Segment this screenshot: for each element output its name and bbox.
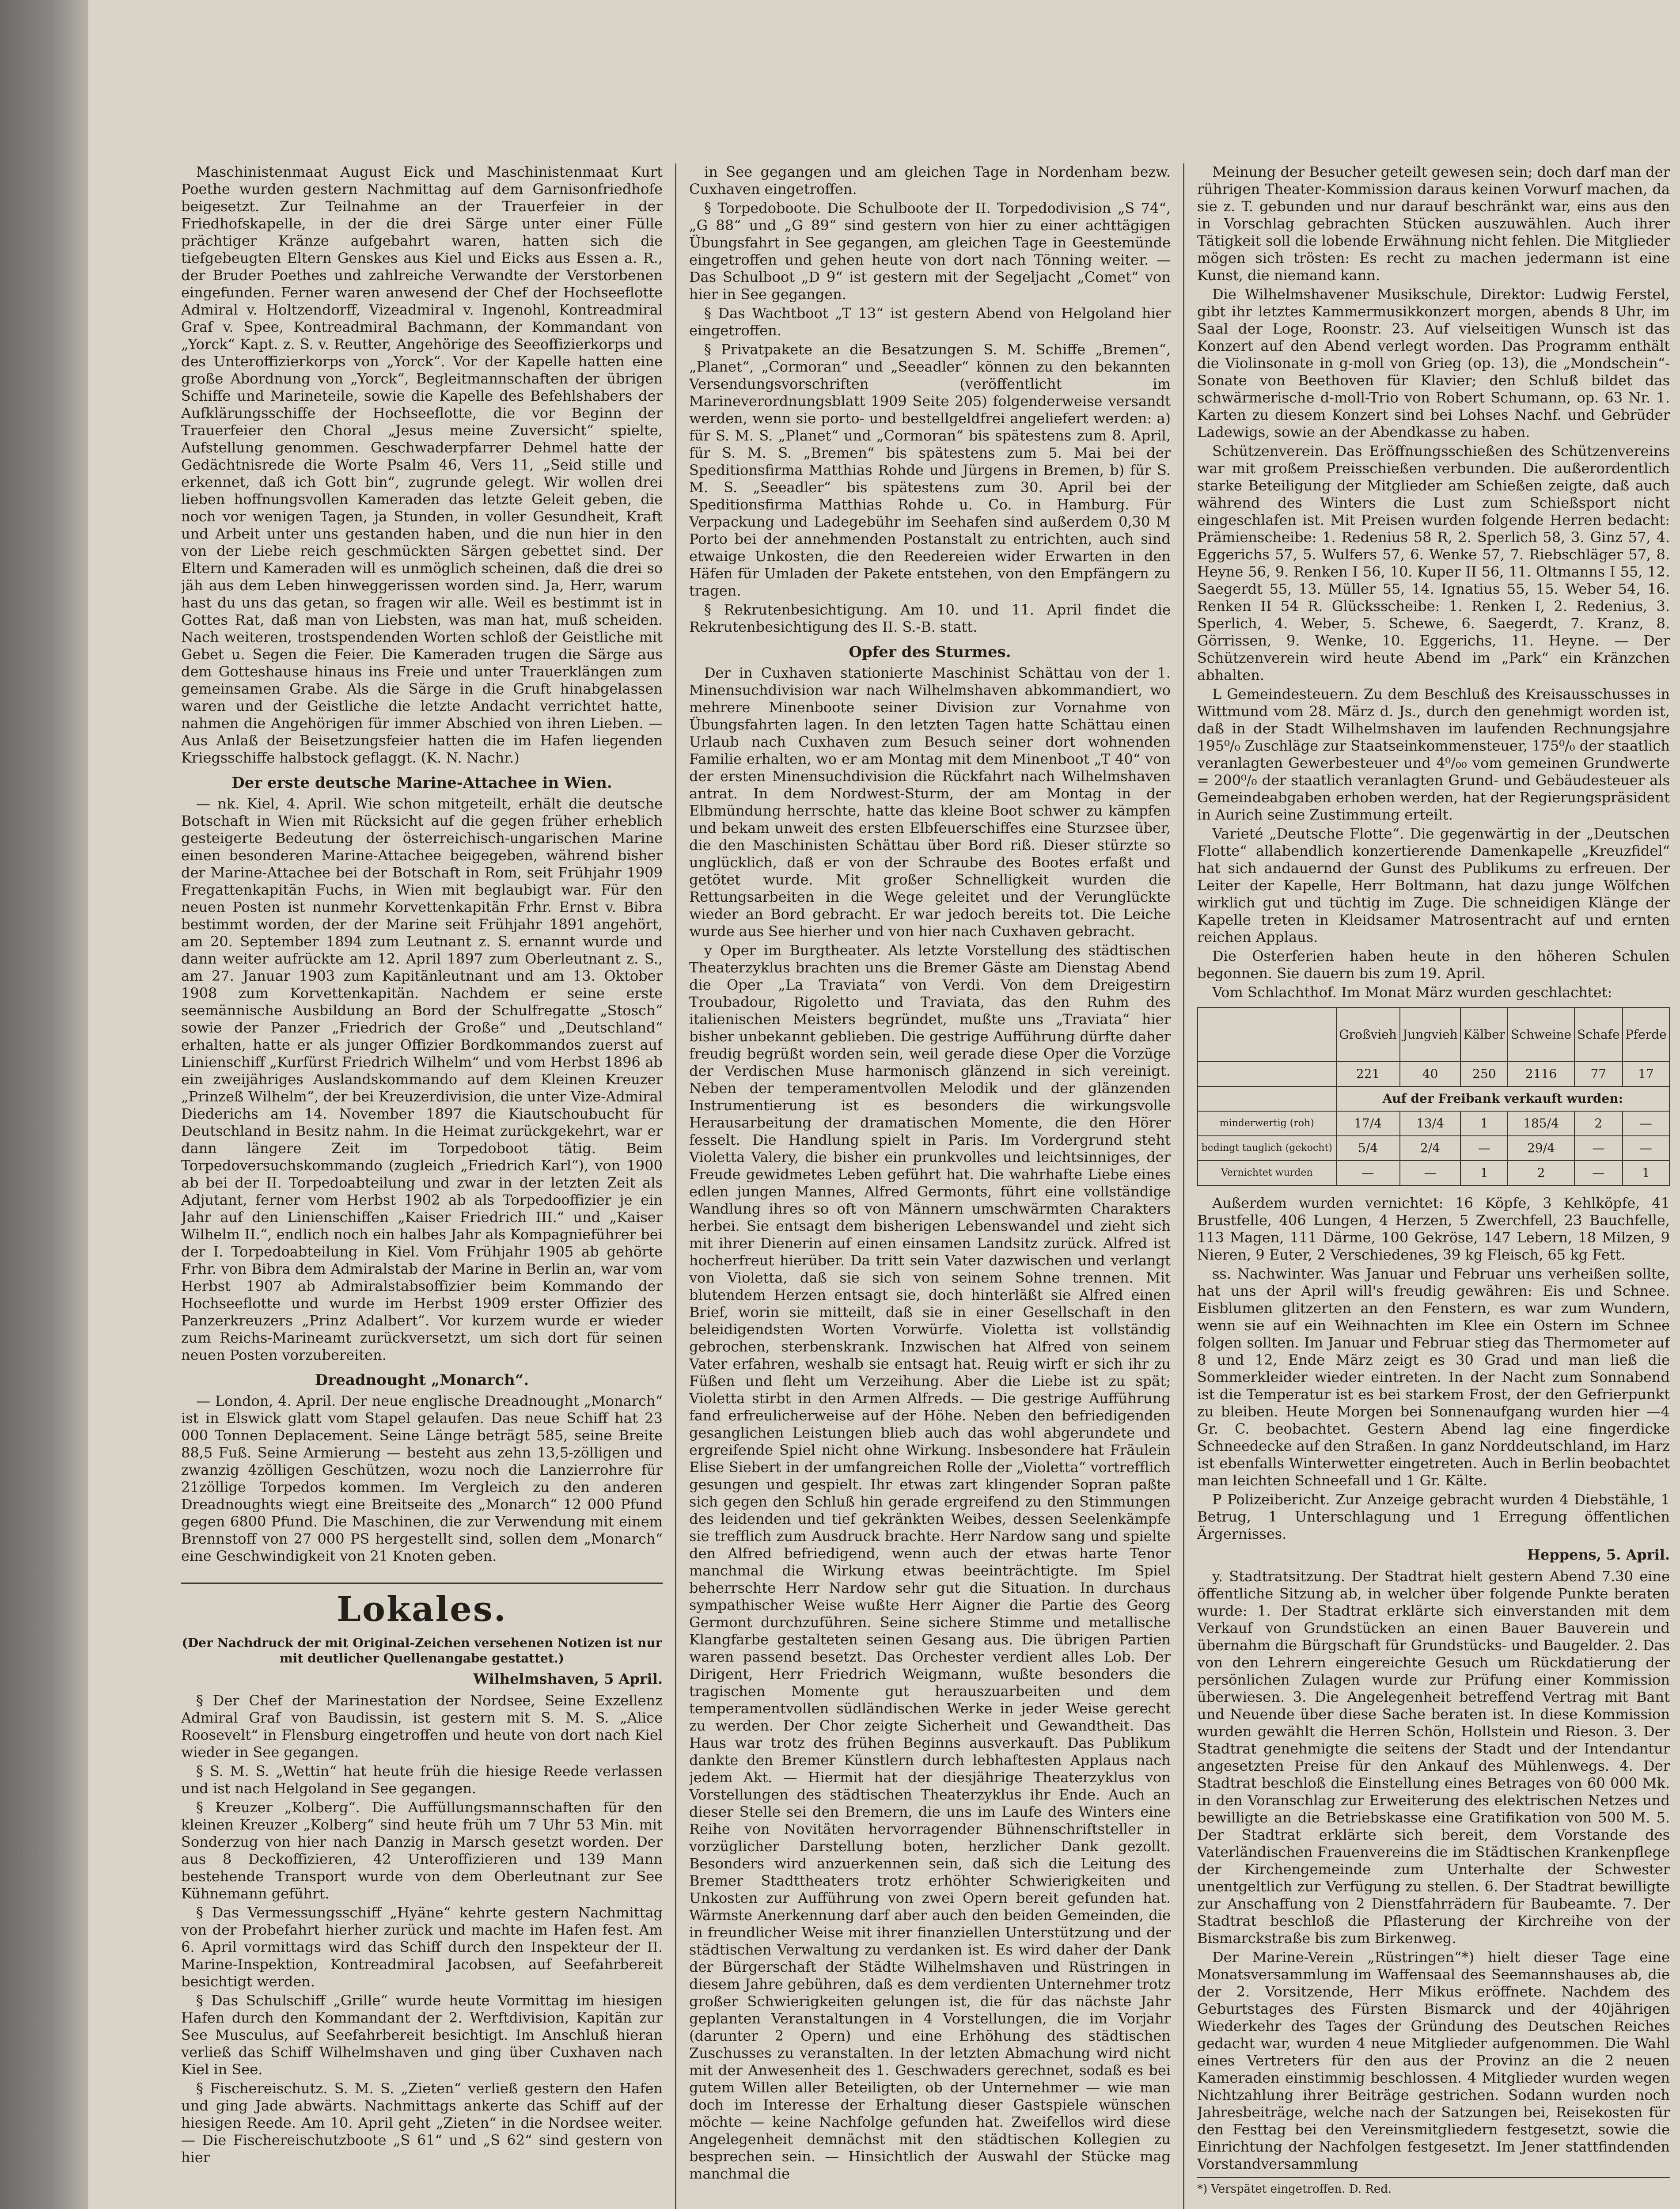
table-row-label: bedingt tauglich (gekocht) <box>1198 1136 1336 1161</box>
article-grille: § Das Schulschiff „Grille“ wurde heute Vormittag im hiesigen Hafen durch den Kommandant der 2. Werftdivision, Kapitän zur See Musculus, auf Seefahrbereit besichtigt. Im Anschluß hieran verließ das Schiff Wilhelmshaven und ging über Cuxhaven nach Kiel in See. <box>181 1992 663 2078</box>
table-cell: — <box>1574 1161 1623 1185</box>
article-kolberg: § Kreuzer „Kolberg“. Die Auffüllungsmannschaften für den kleinen Kreuzer „Kolberg“ sind heute früh um 7 Uhr 53 Min. mit Sonderzug von hier nach Danzig in Marsch gesetzt worden. Der aus 8 Deckoffizieren, 42 Unteroffizieren und 139 Mann bestehende Transport wurde von dem Oberleutnant zur See Kühnemann geführt. <box>181 1799 663 1902</box>
headline-marine-attachee: Der erste deutsche Marine-Attachee in Wien. <box>231 774 612 792</box>
table-cell: 2 <box>1574 1111 1623 1136</box>
table-header-cell: Kälber <box>1460 1008 1508 1062</box>
table-corner-cell <box>1198 1008 1336 1062</box>
table-cell: — <box>1623 1136 1669 1161</box>
table-cell: 40 <box>1400 1062 1461 1086</box>
table-row-label: Vernichtet wurden <box>1198 1161 1336 1185</box>
article-opfer-des-sturmes: Der in Cuxhaven stationierte Maschinist Schättau von der 1. Minensuchdivision war nach Wilhelmshaven abkommandiert, wo mehrere Minenboote seiner Division zur Vornahme von Übungsfahrten lagen. In den letzten Tagen hatte Schättau einen Urlaub nach Cuxhaven zum Besuch seiner dort wohnenden Familie erhalten, wo er am Montag mit dem Minenboot „T 40“ von der ersten Minensuchdivision die Rückfahrt nach Wilhelmshaven antrat. In dem Nordwest-Sturm, der am Montag in der Elbmündung herrschte, hatte das kleine Boot schwer zu kämpfen und bekam unweit des ersten Elbfeuerschiffes eine Sturzsee über, die den Maschinisten Schättau über Bord riß. Dieser stürzte so unglücklich, daß er von der Schraube des Bootes erfaßt und getötet wurde. Mit großer Schnelligkeit wurden die Rettungsarbeiten in die Wege geleitet und der Verunglückte wieder an Bord gebracht. Er war jedoch bereits tot. Die Leiche wurde aus See hierher und von hier nach Cuxhaven gebracht. <box>689 664 1171 940</box>
table-header-cell: Pferde <box>1623 1008 1669 1062</box>
article-stadtratsitzung: y. Stadtratsitzung. Der Stadtrat hielt gestern Abend 7.30 eine öffentliche Sitzung ab, in welcher über folgende Punkte beraten wurde: 1. Der Stadtrat erklärte sich einverstanden mit dem Verkauf von Grundstücken an einen Bauer Bauverein und übernahm die Bürgschaft für Grundstücks- und Baugelder. 2. Das von den Lehrern eingereichte Gesuch um Rückdatierung der persönlichen Zulagen wurde zur Prüfung einer Kommission überwiesen. 3. Die Angelegenheit betreffend Vertrag mit Bant und Neuende über diese Sache beraten ist. In diese Kommission wurden gewählt die Herren Schön, Hollstein und Rieson. 3. Der Stadtrat genehmigte die seitens der Stadt und der Intendantur angesetzten Preise für den Ankauf des Mühlenwegs. 4. Der Stadtrat beschloß die Einstellung eines Betrages von 60 000 Mk. in den Voranschlag zur Erweiterung des elektrischen Netzes und bewilligte an die Betriebskasse eine Gratifikation von 500 M. 5. Der Stadtrat erklärte sich bereit, dem Vorstande des Vaterländischen Frauenvereins die im Städtischen Krankenpflege der Kirchengemeinde zum Unterhalte der Schwester unentgeltlich zur Verfügung zu stellen. 6. Der Stadtrat bewilligte zur Anschaffung von 2 Dienstfahrrädern für Baubeamte. 7. Der Stadtrat beschloß die Pflasterung der Kirchreihe von der Bismarckstraße bis zum Birkenweg. <box>1197 1568 1670 1947</box>
article-polizeibericht: P Polizeibericht. Zur Anzeige gebracht wurden 4 Diebstähle, 1 Betrug, 1 Unterschlagung und 1 Erregung öffentlichen Ärgernisses. <box>1197 1491 1670 1542</box>
headline-opfer-des-sturmes: Opfer des Sturmes. <box>849 643 1011 661</box>
article-nachwinter: ss. Nachwinter. Was Januar und Februar uns verheißen sollte, hat uns der April will's freudig gewähren: Eis und Schnee. Eisblumen glitzerten an den Fenstern, es war zum Wundern, wenn sie auf ein Weihnachten im Klee ein Ostern im Schnee folgen sollten. Im Januar und Februar stieg das Thermometer auf 8 und 12, Ende März zeigt es 30 Grad und man ließ die Sommerkleider wieder eintreten. In der Nacht zum Sonnabend ist die Temperatur ist es bei starkem Frost, der den Gefrierpunkt zu bleiben. Heute Morgen bei Sonnenaufgang wurden hier —4 Gr. C. beobachtet. Gestern Abend lag eine fingerdicke Schneedecke auf den Straßen. In ganz Norddeutschland, im Harz ist ebenfalls Winterwetter eingetreten. Auch in Berlin beobachtet man leichten Schneefall und 1 Gr. Kälte. <box>1197 1265 1670 1489</box>
table-cell: — <box>1336 1161 1400 1185</box>
column-rule <box>1183 163 1184 2209</box>
article-station-chief: § Der Chef der Marinestation der Nordsee, Seine Exzellenz Admiral Graf von Baudissin, ist gestern mit S. M. S. „Alice Roosevelt“ in Flensburg eingetroffen und heute von dort nach Kiel wieder in See gegangen. <box>181 1692 663 1761</box>
table-cell <box>1198 1062 1336 1086</box>
dateline-heppens: Heppens, 5. April. <box>1527 1546 1670 1563</box>
dateline-wilhelmshaven: Wilhelmshaven, 5 April. <box>473 1670 663 1687</box>
table-cell: — <box>1400 1161 1461 1185</box>
table-cell: — <box>1460 1136 1508 1161</box>
table-cell: 2 <box>1508 1161 1574 1185</box>
reprint-note: (Der Nachdruck der mit Original-Zeichen versehenen Notizen ist nur mit deutlicher Quellenangabe gestattet.) <box>182 1636 662 1666</box>
article-torpedoboote: § Torpedoboote. Die Schulboote der II. Torpedodivision „S 74“, „G 88“ und „G 89“ sind gestern von hier zu einer achttägigen Übungsfahrt in See gegangen, am gleichen Tage in Geestemünde eingetroffen und gehen heute von dort nach Tönning weiter. — Das Schulboot „D 9“ ist gestern mit der Segeljacht „Comet“ von hier in See gegangen. <box>689 200 1171 303</box>
table-cell: 1 <box>1460 1161 1508 1185</box>
table-cell: 221 <box>1336 1062 1400 1086</box>
table-row <box>1198 1161 1669 1185</box>
article-osterferien: Die Osterferien haben heute in den höheren Schulen begonnen. Sie dauern bis zum 19. April. <box>1197 948 1670 982</box>
table-cell: 5/4 <box>1336 1136 1400 1161</box>
table-header-cell: Großvieh <box>1336 1008 1400 1062</box>
table-cell: 2/4 <box>1400 1136 1461 1161</box>
article-oper-cont: Meinung der Besucher geteilt gewesen sein; doch darf man der rührigen Theater-Kommission daraus keinen Vorwurf machen, da sie z. T. gebunden und nur darauf beschränkt war, eins aus den in Vorschlag gebrachten Stücken auszuwählen. Auch ihrer Tätigkeit soll die lobende Erwähnung nicht fehlen. Die Mitglieder mögen sich trösten: Es recht zu machen jedermann ist eine Kunst, die niemand kann. <box>1197 163 1670 284</box>
column-right <box>1197 163 1670 2209</box>
section-title-lokales: Lokales. <box>181 1583 663 1631</box>
article-musikschule: Die Wilhelmshavener Musikschule, Direktor: Ludwig Ferstel, gibt ihr letztes Kammermusikkonzert morgen, abends 8 Uhr, im Saal der Loge, Roonstr. 23. Auf vielseitigen Wunsch ist das Konzert auf den Abend verlegt worden. Das Programm enthält die Violinsonate in g-moll von Grieg (op. 13), die „Mondschein“-Sonate von Beethoven für Klavier; den Schluß bildet das schwärmerische d-moll-Trio von Robert Schumann, op. 63 Nr. 1. Karten zu diesem Konzert sind bei Lohses Nachf. und Gebrüder Ladewigs, sowie an der Abendkasse zu haben. <box>1197 286 1670 440</box>
table-row-label: minderwertig (roh) <box>1198 1111 1336 1136</box>
table-header-cell: Schafe <box>1574 1008 1623 1062</box>
article-fischereischutz: § Fischereischutz. S. M. S. „Zieten“ verließ gestern den Hafen und ging Jade abwärts. Nachmittags ankerte das Schiff auf der hiesigen Reede. Am 10. April geht „Zieten“ in die Nordsee weiter. — Die Fischereischutzboote „S 61“ und „S 62“ sind gestern von hier <box>181 2080 663 2166</box>
table-row <box>1198 1062 1669 1086</box>
article-hyaene: § Das Vermessungsschiff „Hyäne“ kehrte gestern Nachmittag von der Probefahrt hierher zurück und machte im Hafen fest. Am 6. April vormittags wird das Schiff durch den Inspekteur der II. Marine-Inspektion, Kontreadmiral Jacobsen, auf Seefahrbereit besichtigt werden. <box>181 1904 663 1990</box>
footnote: *) Verspätet eingetroffen. D. Red. <box>1197 2177 1670 2198</box>
table-cell: — <box>1623 1111 1669 1136</box>
table-cell: 29/4 <box>1508 1136 1574 1161</box>
article-fischereischutz-cont: in See gegangen und am gleichen Tage in Nordenham bezw. Cuxhaven eingetroffen. <box>689 163 1171 197</box>
article-funeral: Maschinistenmaat August Eick und Maschinistenmaat Kurt Poethe wurden gestern Nachmittag auf dem Garnisonfriedhofe beigesetzt. Zur Teilnahme an der Trauerfeier in der Friedhofskapelle, in der die drei Särge unter einer Fülle prächtiger Kränze aufgebahrt waren, hatten sich die tiefgebeugten Eltern Genskes aus Kiel und Eicks aus Essen a. R., der Bruder Poethes und zahlreiche Verwandte der Verstorbenen eingefunden. Ferner waren anwesend der Chef der Hochseeflotte Admiral v. Holtzendorff, Vizeadmiral v. Ingenohl, Kontreadmiral Graf v. Spee, Kontreadmiral Bachmann, der Kommandant von „Yorck“ Kapt. z. S. v. Reutter, Angehörige des Seeoffizierkorps und des Unteroffizierkorps von „Yorck“. Vor der Kapelle hatten eine große Abordnung von „Yorck“, Begleitmannschaften der übrigen Schiffe und Marineteile, sowie die Kapelle des Befehlshabers der Aufklärungsschiffe der Hochseeflotte, die vor Beginn der Trauerfeier den Choral „Jesus meine Zuversicht“ spielte, Aufstellung genommen. Geschwaderpfarrer Dehmel hatte der Gedächtnisrede die Worte Psalm 46, Vers 11, „Seid stille und erkennet, daß ich Gott bin“, zugrunde gelegt. Wir wollen drei lieben hoffnungsvollen Kameraden das letzte Geleit geben, die noch vor wenigen Tagen, ja Stunden, in voller Gesundheit, Kraft und Arbeit unter uns gestanden haben, und die nun hier in den von der Liebe reich geschmückten Särgen gebettet sind. Der Eltern und Kameraden will es unmöglich scheinen, daß die drei so jäh aus dem Leben hinweggerissen worden sind. Ja, Herr, warum hast du uns das getan, so fragen wir alle. Weil es bestimmt ist in Gottes Rat, daß man von Liebsten, was man hat, muß scheiden. Nach weiteren, trostspendenden Worten schloß der Geistliche mit Gebet u. Segen die Feier. Die Kameraden trugen die Särge aus dem Gotteshause hinaus ins Freie und unter Trauerklängen zum gemeinsamen Grabe. Als die Särge in die Gruft hinabgelassen waren und der Geistliche die letzte Andacht verrichtet hatte, nahmen die Angehörigen für immer Abschied von ihren Lieben. — Aus Anlaß der Beisetzungsfeier hatten die im Hafen liegenden Kriegsschiffe halbstock geflaggt. (K. N. Nachr.) <box>181 163 663 766</box>
article-oper-burgtheater: y Oper im Burgtheater. Als letzte Vorstellung des städtischen Theaterzyklus brachten uns die Bremer Gäste am Dienstag Abend die Oper „La Traviata“ von Verdi. Von dem Dreigestirn Troubadour, Rigoletto und Traviata, das den Ruhm des italienischen Meisters begründet, mußte uns „Traviata“ hier bisher unbekannt geblieben. Die gestrige Aufführung dürfte daher freudig begrüßt worden sein, weil gerade diese Oper die Vorzüge der Verdischen Muse harmonisch glänzend in sich vereinigt. Neben der temperamentvollen Melodik und der glänzenden Instrumentierung ist es besonders die wirkungsvolle Herausarbeitung der dramatischen Momente, die den Hörer fesselt. Die Handlung spielt in Paris. Im Vordergrund steht Violetta Valery, die bisher ein prunkvolles und leichtsinniges, der Freude gewidmetes Leben geführt hat. Die wahrhafte Liebe eines edlen jungen Mannes, Alfred Germonts, führt eine vollständige Wandlung ihres so oft von Männern umschwärmten Charakters herbei. Sie entsagt dem bisherigen Lebenswandel und zieht sich mit ihrer Dienerin auf einen einsamen Landsitz zurück. Alfred ist hocherfreut hierüber. Da tritt sein Vater dazwischen und verlangt von Violetta, daß sie sich von seinem Sohne trennen. Mit blutendem Herzen entsagt sie, doch hinterläßt sie Alfred einen Brief, worin sie mitteilt, daß sie in einer Gesellschaft in den beleidigendsten Worten Vorwürfe. Violetta ist vollständig gebrochen, sterbenskrank. Inzwischen hat Alfred von seinem Vater erfahren, weshalb sie entsagt hat. Reuig wirft er sich ihr zu Füßen und fleht um Verzeihung. Aber die Liebe ist zu spät; Violetta stirbt in den Armen Alfreds. — Die gestrige Aufführung fand erfreulicherweise auf der Höhe. Neben den befriedigenden gesanglichen Leistungen blieb auch das wohl abgerundete und ergreifende Spiel nicht ohne Wirkung. Insbesondere hat Fräulein Elise Siebert in der umfangreichen Rolle der „Violetta“ vortrefflich gesungen und gespielt. Ihr etwas zart klingender Sopran paßte sich gegen den Schluß hin gerade ergreifend zu den Stimmungen des leidenden und tief gekränkten Weibes, dessen Seelenkämpfe sie trefflich zum Ausdruck brachte. Herr Nardow sang und spielte den Alfred befriedigend, wenn auch der etwas harte Tenor manchmal die Wirkung etwas beeinträchtigte. Im Spiel beherrschte Herr Nardow sehr gut die Situation. In durchaus sympathischer Weise wußte Herr Aigner die Partie des Georg Germont durchzuführen. Seine sichere Stimme und metallische Klangfarbe gestalteten seinen Gesang aus. Die übrigen Partien waren passend besetzt. Das Orchester verdient alles Lob. Der Dirigent, Herr Friedrich Weigmann, wußte besonders die tragischen Momente gut herauszuarbeiten und dem temperamentvollen südländischen Werke in jeder Weise gerecht zu werden. Der Chor zeigte Sicherheit und Gewandtheit. Das Haus war trotz des frühen Beginns ausverkauft. Das Publikum dankte den Bremer Künstlern durch lebhaftesten Applaus nach jedem Akt. — Hiermit hat der diesjährige Theaterzyklus von Vorstellungen des städtischen Theaterzyklus ihr Ende. Auch an dieser Stelle sei den Bremern, die uns im Laufe des Winters eine Reihe von Novitäten hervorragender Bühnenschriftsteller in vorzüglicher Darstellung boten, herzlicher Dank gezollt. Besonders wird anzuerkennen sein, daß sich die Leitung des Bremer Stadttheaters trotz erhöhter Schwierigkeiten und Unkosten zur Aufführung von zwei Opern bereit gefunden hat. Wärmste Anerkennung darf aber auch den beiden Gemeinden, die in freundlicher Weise mit ihrer finanziellen Unterstützung und der städtischen Verwaltung zu verdanken ist. Es wird daher der Dank der Bürgerschaft der Städte Wilhelmshaven und Rüstringen in diesem Jahre gebühren, daß es dem verdienten Unternehmer trotz großer Schwierigkeiten gelungen ist, die für das nächste Jahr geplanten Veranstaltungen in 4 Vorstellungen, die im Vorjahr (darunter 2 Opern) und eine Erhöhung des städtischen Zuschusses zu veranstalten. In der letzten Abmachung wird nicht mit der Anwesenheit des 1. Geschwaders gerechnet, sodaß es bei gutem Willen aller Beteiligten, ob der Unternehmer — wie man doch im Interesse der Erhaltung dieser Gastspiele wünschen möchte — keine Nachfolge gefunden hat. Zweifellos wird diese Angelegenheit demnächst mit den städtischen Kollegien zu besprechen sein. — Hinsichtlich der Auswahl der Stücke mag manchmal die <box>689 942 1171 2182</box>
table-header-cell: Jungvieh <box>1400 1008 1461 1062</box>
table-row <box>1198 1111 1669 1136</box>
table-cell: — <box>1574 1136 1623 1161</box>
article-gemeindesteuern: L Gemeindesteuern. Zu dem Beschluß des Kreisausschusses in Wittmund vom 28. März d. Js., durch den genehmigt worden ist, daß in der Stadt Wilhelmshaven im laufenden Rechnungsjahre 195⁰/₀ Zuschläge zur Staatseinkommensteuer, 175⁰/₀ der staatlich veranlagten Gewerbesteuer und 4⁰/₀₀ vom gemeinen Grundwerte = 200⁰/₀ der staatlich veranlagten Grund- und Gebäudesteuer als Gemeindeabgaben erhoben werden, hat der Regierungspräsident in Aurich seine Zustimmung erteilt. <box>1197 686 1670 823</box>
table-cell: 1 <box>1460 1111 1508 1136</box>
table-cell: 250 <box>1460 1062 1508 1086</box>
table-row <box>1198 1136 1669 1161</box>
article-wachtboot: § Das Wachtboot „T 13“ ist gestern Abend von Helgoland hier eingetroffen. <box>689 305 1171 339</box>
column-left <box>181 163 663 2209</box>
table-cell: 77 <box>1574 1062 1623 1086</box>
table-header-cell: Schweine <box>1508 1008 1574 1062</box>
table-cell <box>1198 1086 1336 1111</box>
article-schlachthof: Vom Schlachthof. Im Monat März wurden geschlachtet: <box>1212 984 1612 1001</box>
table-row <box>1198 1086 1669 1111</box>
column-rule <box>675 163 676 2209</box>
table-subheading: Auf der Freibank verkauft wurden: <box>1336 1086 1669 1111</box>
column-middle <box>689 163 1171 2209</box>
table-cell: 17 <box>1623 1062 1669 1086</box>
table-cell: 1 <box>1623 1161 1669 1185</box>
article-privatpakete: § Privatpakete an die Besatzungen S. M. Schiffe „Bremen“, „Planet“, „Cormoran“ und „Seeadler“ können zu den bekannten Versendungsvorschriften (veröffentlicht im Marineverordnungsblatt 1909 Seite 205) folgenderweise versandt werden, wenn sie porto- und bestellgeldfrei angeliefert werden: a) für S. M. S. „Planet“ und „Cormoran“ bis spätestens zum 8. April, für S. M. S. „Bremen“ bis spätestens zum 5. Mai bei der Speditionsfirma Matthias Rohde und Jürgens in Bremen, b) für S. M. S. „Seeadler“ bis spätestens zum 30. April bei der Speditionsfirma Matthias Rohde u. Co. in Hamburg. Für Verpackung und Ladegebühr im Seehafen sind außerdem 0,30 M Porto bei der annehmenden Postanstalt zu entrichten, auch sind etwaige Unkosten, die den Reedereien wider Erwarten in den Häfen für Umladen der Pakete entstehen, von den Empfängern zu tragen. <box>689 341 1171 599</box>
headline-dreadnought: Dreadnought „Monarch“. <box>315 1371 529 1389</box>
article-rekruten: § Rekrutenbesichtigung. Am 10. und 11. April findet die Rekrutenbesichtigung des II. S.-B. statt. <box>689 601 1171 635</box>
article-wettin: § S. M. S. „Wettin“ hat heute früh die hiesige Reede verlassen und ist nach Helgoland in See gegangen. <box>181 1763 663 1797</box>
article-dreadnought: — London, 4. April. Der neue englische Dreadnought „Monarch“ ist in Elswick glatt vom Stapel gelaufen. Das neue Schiff hat 23 000 Tonnen Deplacement. Seine Länge beträgt 585, seine Breite 88,5 Fuß. Seine Armierung — besteht aus zehn 13,5-zölligen und zwanzig 4zölligen Geschützen, wozu noch die Lanzierrohre für 21zöllige Torpedos kommen. Im Vergleich zu den anderen Dreadnoughts wiegt eine Breitseite des „Monarch“ 12 000 Pfund gegen 6800 Pfund. Die Maschinen, die zur Verwendung mit einem Brennstoff von 27 000 PS hergestellt sind, sollen dem „Monarch“ eine Geschwindigkeit von 21 Knoten geben. <box>181 1393 663 1564</box>
article-schuetzenverein: Schützenverein. Das Eröffnungsschießen des Schützenvereins war mit großem Preisschießen verbunden. Die außerordentlich starke Beteiligung der Mitglieder am Schießen zeigte, daß auch während des Winters die Lust zum Schießsport nicht eingeschlafen ist. Mit Preisen wurden folgende Herren bedacht: Prämienscheibe: 1. Redenius 58 R, 2. Sperlich 58, 3. Ginz 57, 4. Eggerichs 57, 5. Wulfers 57, 6. Wenke 57, 7. Riebschläger 57, 8. Heyne 56, 9. Renken I 56, 10. Kuper II 56, 11. Oltmanns I 55, 12. Saegerdt 55, 13. Müller 55, 14. Ignatius 55, 15. Weber 54, 16. Renken II 54 R. Glücksscheibe: 1. Renken I, 2. Redenius, 3. Sperlich, 4. Weber, 5. Schewe, 6. Saegerdt, 7. Kranz, 8. Görrissen, 9. Wenke, 10. Eggerichs, 11. Heyne. — Der Schützenverein wird heute Abend im „Park“ ein Kränzchen abhalten. <box>1197 443 1670 683</box>
table-cell: 17/4 <box>1336 1111 1400 1136</box>
table-cell: 185/4 <box>1508 1111 1574 1136</box>
table-header-row <box>1198 1008 1669 1062</box>
book-binding-edge <box>0 0 88 2209</box>
slaughter-table <box>1197 1007 1670 1186</box>
table-cell: 2116 <box>1508 1062 1574 1086</box>
article-marine-verein: Der Marine-Verein „Rüstringen“*) hielt dieser Tage eine Monatsversammlung im Waffensaal des Seemannshauses ab, die der 2. Vorsitzende, Herr Mikus eröffnete. Nachdem des Geburtstages des Fürsten Bismarck und der 40jährigen Wiederkehr des Tages der Gründung des Deutschen Reiches gedacht war, wurden 4 neue Mitglieder aufgenommen. Die Wahl eines Vertreters für den aus der Provinz an die 2 neuen Kameraden einstimmig beschlossen. 4 Mitglieder wurden wegen Nichtzahlung ihrer Beiträge gestrichen. Sodann wurden noch Jahresbeiträge, welche nach der Satzungen bei, Reisekosten für den Festtag bei den Vereinsmitgliedern festgesetzt, sowie die Einrichtung der Nachfolgen festgesetzt. Im Jener stattfindenden Vorstandversammlung <box>1197 1949 1670 2172</box>
newspaper-page <box>181 163 1670 2209</box>
table-cell: 13/4 <box>1400 1111 1461 1136</box>
article-marine-attachee: — nk. Kiel, 4. April. Wie schon mitgeteilt, erhält die deutsche Botschaft in Wien mit Rücksicht auf die gegen früher erheblich gesteigerte Bedeutung der österreichisch-ungarischen Marine einen besonderen Marine-Attachee beigegeben, während bisher der Marine-Attachee bei der Botschaft in Rom, seit Frühjahr 1909 Fregattenkapitän Fuchs, in Wien mit beglaubigt war. Für den neuen Posten ist nunmehr Korvettenkapitän Frhr. Ernst v. Bibra bestimmt worden, der der Marine seit Frühjahr 1891 angehört, am 20. September 1894 zum Leutnant z. S. ernannt wurde und dann weiter aufrückte am 12. April 1897 zum Oberleutnant z. S., am 27. Januar 1903 zum Kapitänleutnant und am 13. Oktober 1908 zum Korvettenkapitän. Nachdem er seine erste seemännische Ausbildung an Bord der Schulfregatte „Stosch“ sowie der Panzer „Friedrich der Große“ und „Deutschland“ erhalten, hatte er als junger Offizier Bordkommandos zuerst auf Linienschiff „Kurfürst Friedrich Wilhelm“ und vom Herbst 1896 ab ein zweijähriges Auslandskommando auf dem Kleinen Kreuzer „Prinzeß Wilhelm“, der bei Kreuzerdivision, die unter Vize-Admiral Diederichs am 14. November 1897 die Kiautschoubucht für Deutschland in Besitz nahm. In die Heimat zurückgekehrt, war er dann längere Zeit im Torpedoboot tätig. Beim Torpedoversuchskommando (zugleich „Friedrich Karl“), von 1900 ab bei der II. Torpedoabteilung und zwar in der letzten Zeit als Adjutant, ferner vom Herbst 1902 ab als Torpedooffizier je ein Jahr auf den Linienschiffen „Kaiser Friedrich III.“ und „Kaiser Wilhelm II.“, endlich noch ein halbes Jahr als Kompagnieführer bei der I. Torpedoabteilung in Kiel. Vom Frühjahr 1905 ab gehörte Frhr. von Bibra dem Admiralstab der Marine in Berlin an, war vom Herbst 1907 ab Admiralstabsoffizier beim Kommando der Hochseeflotte und wurde im Herbst 1909 erster Offizier des Panzerkreuzers „Prinz Adalbert“. Vor kurzem wurde er wieder zum Reichs-Marineamt zurückversetzt, um sich dort für seinen neuen Posten vorzubereiten. <box>181 795 663 1363</box>
article-vernichtet: Außerdem wurden vernichtet: 16 Köpfe, 3 Kehlköpfe, 41 Brustfelle, 406 Lungen, 4 Herzen, 5 Zwerchfell, 23 Bauchfelle, 113 Magen, 111 Därme, 100 Gekröse, 147 Lebern, 18 Milzen, 9 Nieren, 9 Euter, 2 Verschiedenes, 39 kg Fleisch, 65 kg Fett. <box>1197 1195 1670 1263</box>
article-variete: Varieté „Deutsche Flotte“. Die gegenwärtig in der „Deutschen Flotte“ allabendlich konzertierende Damenkapelle „Kreuzfidel“ hat sich andauernd der Gunst des Publikums zu erfreuen. Der Leiter der Kapelle, Herr Boltmann, hat dazu junge Wölfchen wirklich gut und tüchtig im Zuge. Die schneidigen Klänge der Kapelle treten in Kleidsamer Matrosentracht auf und ernten reichen Applaus. <box>1197 825 1670 945</box>
